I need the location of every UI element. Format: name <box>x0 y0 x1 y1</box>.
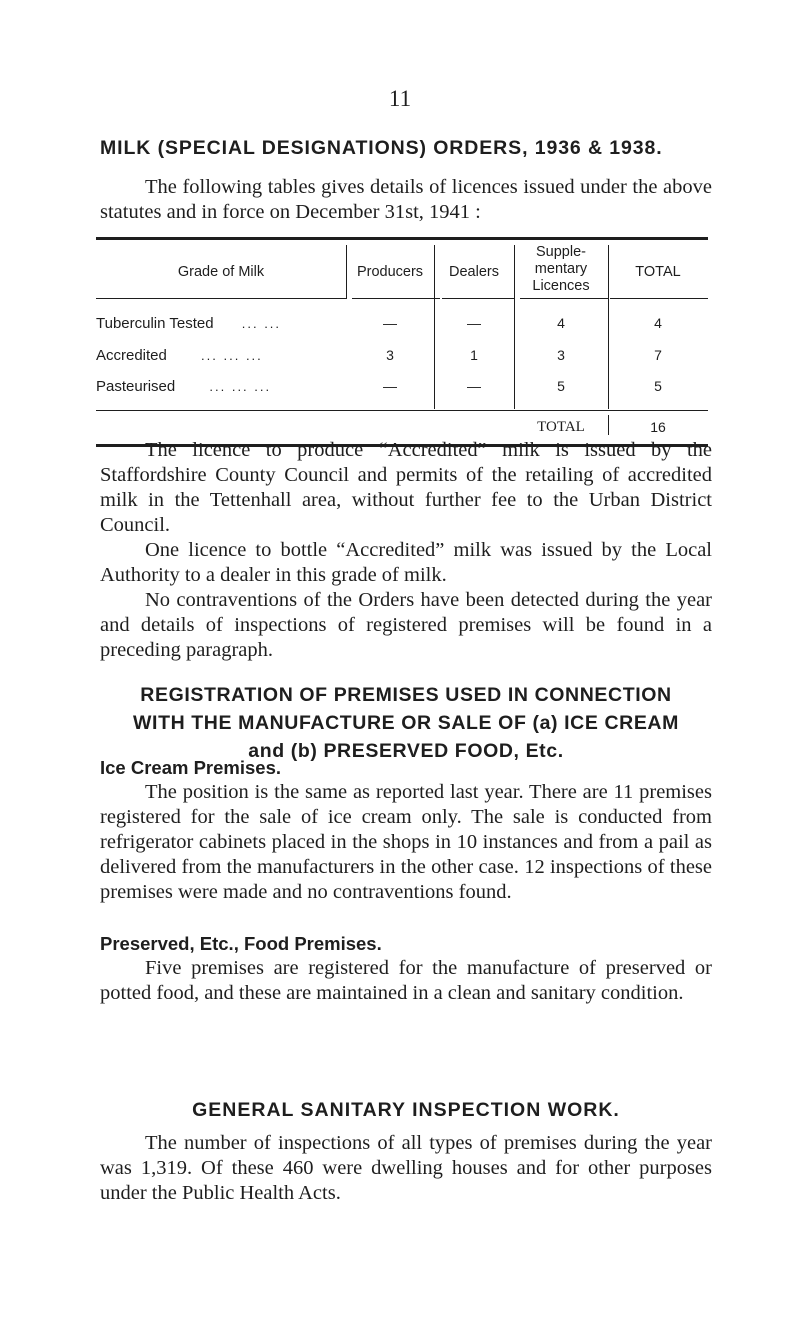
accredited-licence-paragraph: The licence to produce “Accredited” milk is issued by the Staffordshire County Council and permits of the retailing of accredited milk in the Tettenhall area, without further fee to the Urban District Council. <box>100 439 712 536</box>
bottling-licence-paragraph: One licence to bottle “Accredited” milk was issued by the Local Authority to a dealer in this grade of milk. <box>100 539 712 586</box>
milk-orders-heading: MILK (SPECIAL DESIGNATIONS) ORDERS, 1936 & 1938. <box>100 137 663 159</box>
row-grade: Accredited <box>96 347 167 364</box>
row-dots: ... ... ... <box>201 348 263 363</box>
page-number: 11 <box>388 86 412 111</box>
header-underline <box>352 298 440 299</box>
registration-heading-line: and (b) PRESERVED FOOD, Etc. <box>248 740 564 762</box>
cell-supplementary: 3 <box>557 347 565 363</box>
preserved-food-paragraph: Five premises are registered for the manufacture of preserved or potted food, and these are maintained in a clean and sanitary condition. <box>100 957 712 1004</box>
registration-heading-line: REGISTRATION OF PREMISES USED IN CONNECTION <box>140 684 672 706</box>
total-value: 16 <box>650 419 666 435</box>
cell-dealers: — <box>467 378 481 394</box>
row-dots: ... ... <box>241 316 282 331</box>
row-dots: ... ... ... <box>209 379 272 394</box>
header-producers: Producers <box>356 264 424 280</box>
cell-producers: — <box>383 315 397 331</box>
cell-dealers: 1 <box>470 347 478 363</box>
cell-total: 5 <box>654 378 662 394</box>
registration-heading <box>100 681 712 765</box>
row-grade: Pasteurised <box>96 378 176 395</box>
general-sanitary-heading: GENERAL SANITARY INSPECTION WORK. <box>192 1099 620 1121</box>
row-label-tuberculin <box>96 315 281 332</box>
row-label-pasteurised <box>96 378 271 395</box>
header-underline <box>96 298 346 299</box>
header-dealers: Dealers <box>449 264 499 280</box>
cell-dealers: — <box>467 315 481 331</box>
cell-supplementary: 4 <box>557 315 565 331</box>
cell-total: 7 <box>654 347 662 363</box>
total-label: TOTAL <box>537 419 585 435</box>
licences-table <box>96 237 708 435</box>
header-underline <box>520 298 608 299</box>
cell-producers: — <box>383 378 397 394</box>
header-supplementary: Supple- mentary Licences <box>532 244 590 294</box>
cell-producers: 3 <box>386 347 394 363</box>
row-grade: Tuberculin Tested <box>96 315 214 332</box>
intro-paragraph: The following tables gives details of licences issued under the above statutes and in force on December 31st, 1941 : <box>100 176 712 223</box>
contraventions-paragraph: No contraventions of the Orders have been detected during the year and details of inspections of registered premises will be found in a preceding paragraph. <box>100 589 712 661</box>
cell-total: 4 <box>654 315 662 331</box>
header-underline <box>442 298 514 299</box>
row-label-accredited <box>96 347 263 364</box>
preserved-food-subheading: Preserved, Etc., Food Premises. <box>100 933 382 954</box>
total-rule <box>96 410 708 411</box>
header-total: TOTAL <box>635 264 681 280</box>
cell-supplementary: 5 <box>557 378 565 394</box>
ice-cream-subheading: Ice Cream Premises. <box>100 757 282 778</box>
header-underline <box>610 298 708 299</box>
registration-heading-line: WITH THE MANUFACTURE OR SALE OF (a) ICE CREAM <box>133 712 679 734</box>
header-grade: Grade of Milk <box>177 264 265 280</box>
table-top-rule <box>96 237 708 240</box>
ice-cream-paragraph: The position is the same as reported last year. There are 11 premises registered for the sale of ice cream only. The sale is conducted from refrigerator cabinets placed in the shops in 10 instances and from a pail as delivered from the manufacturers in the other case. 12 inspections of these premises were made and no contraventions found. <box>100 781 712 903</box>
inspections-paragraph: The number of inspections of all types of premises during the year was 1,319. Of these 460 were dwelling houses and for other purposes under the Public Health Acts. <box>100 1132 712 1204</box>
